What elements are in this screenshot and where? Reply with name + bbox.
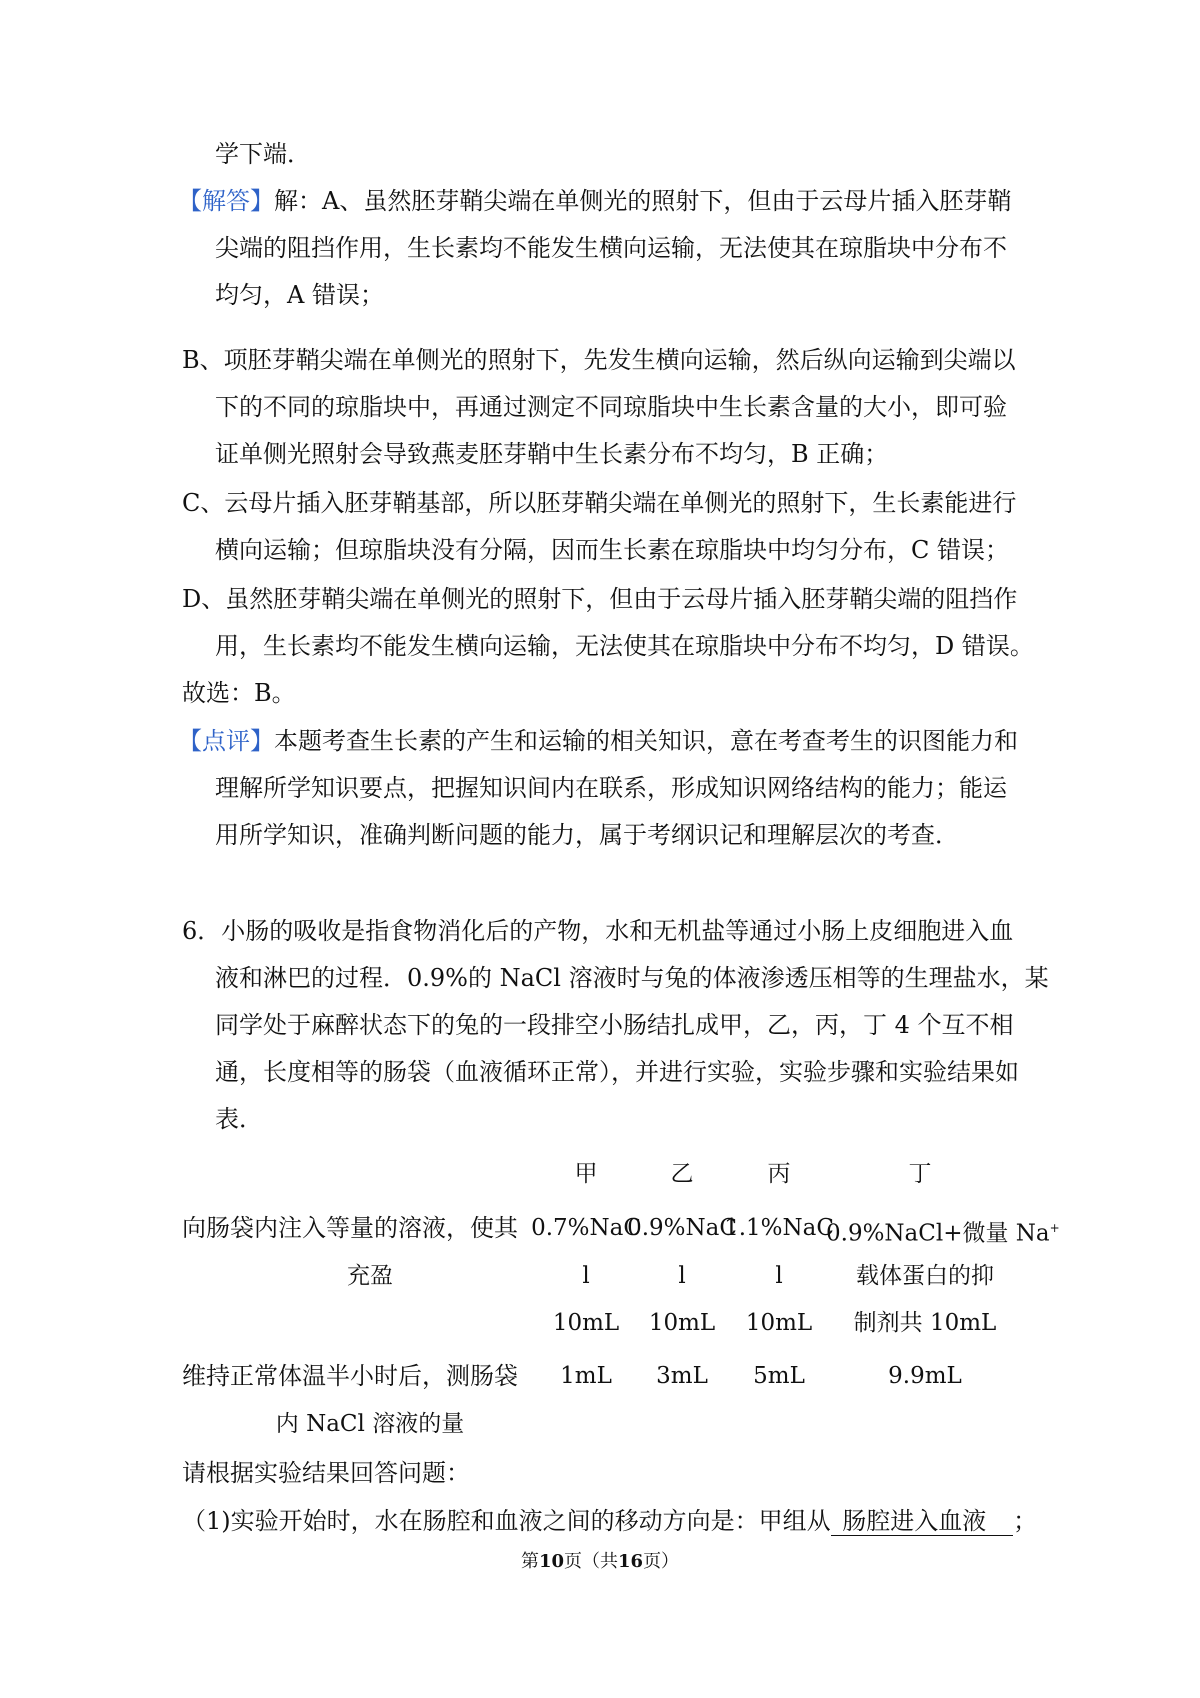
text-line: 本题考查生长素的产生和运输的相关知识，意在考查考生的识图能力和	[274, 727, 1018, 755]
answer-tag: 【解答】	[178, 187, 274, 215]
text-line: 尖端的阻挡作用，生长素均不能发生横向运输，无法使其在琼脂块中分布不	[215, 234, 1007, 262]
table-cell: 3mL	[656, 1363, 708, 1389]
table-cell: l	[678, 1263, 686, 1289]
page-number: 10	[538, 1551, 564, 1572]
total-pages: 16	[618, 1551, 644, 1572]
table-cell: 1.1%NaC	[724, 1215, 834, 1241]
text-line: 下的不同的琼脂块中，再通过测定不同琼脂块中生长素含量的大小，即可验	[215, 393, 1007, 421]
footer-text: 页（共	[564, 1551, 618, 1572]
prompt-line: 请根据实验结果回答问题：	[182, 1459, 470, 1487]
table-cell: 10mL	[648, 1310, 716, 1336]
footer-text: 页）	[643, 1551, 680, 1572]
text-line: 横向运输；但琼脂块没有分隔，因而生长素在琼脂块中均匀分布，C 错误；	[215, 536, 1009, 564]
row-label: 向肠袋内注入等量的溶液，使其	[182, 1214, 518, 1242]
table-cell: l	[582, 1263, 590, 1289]
table-cell: 载体蛋白的抑	[856, 1263, 994, 1289]
page-footer	[0, 1550, 1200, 1574]
table-header: 乙	[670, 1161, 694, 1187]
text-line: 用，生长素均不能发生横向运输，无法使其在琼脂块中分布不均匀，D 错误。	[215, 632, 1034, 660]
sub-question-suffix: ；	[1013, 1507, 1038, 1535]
comment-line	[178, 726, 1018, 756]
superscript: +	[1049, 1221, 1060, 1235]
answer-text: 肠腔进入血液	[842, 1507, 987, 1535]
table-cell: 0.9%NaC	[627, 1215, 737, 1241]
question-line: 通，长度相等的肠袋（血液循环正常），并进行实验，实验步骤和实验结果如	[215, 1058, 1019, 1086]
question-line: 表．	[215, 1105, 263, 1133]
option-b-line: B、项胚芽鞘尖端在单侧光的照射下，先发生横向运输，然后纵向运输到尖端以	[182, 346, 1016, 374]
table-cell: 制剂共 10mL	[853, 1310, 997, 1336]
row-label: 维持正常体温半小时后，测肠袋	[182, 1362, 518, 1390]
question-line: 6．小肠的吸收是指食物消化后的产物，水和无机盐等通过小肠上皮细胞进入血	[182, 917, 1014, 945]
table-cell: 5mL	[753, 1363, 805, 1389]
option-c-line: C、云母片插入胚芽鞘基部，所以胚芽鞘尖端在单侧光的照射下，生长素能进行	[182, 489, 1017, 517]
table-cell: 10mL	[745, 1310, 813, 1336]
sub-question-text: （1)实验开始时，水在肠腔和血液之间的移动方向是：甲组从	[182, 1507, 831, 1535]
table-header: 甲	[574, 1161, 598, 1187]
table-cell: 9.9mL	[888, 1363, 962, 1389]
answer-choice-line: 故选：B。	[182, 679, 296, 707]
table-cell	[826, 1213, 1060, 1249]
text-line: 用所学知识，准确判断问题的能力，属于考纲识记和理解层次的考查．	[215, 821, 959, 849]
answer-line	[178, 186, 1011, 216]
text-line: 均匀，A 错误；	[215, 281, 384, 309]
table-cell: 1mL	[560, 1363, 612, 1389]
row-label: 内 NaCl 溶液的量	[275, 1411, 465, 1437]
comment-tag: 【点评】	[178, 727, 274, 755]
text-line: 解：A、虽然胚芽鞘尖端在单侧光的照射下，但由于云母片插入胚芽鞘	[274, 187, 1012, 215]
footer-text: 第	[520, 1551, 539, 1572]
sub-question-1	[182, 1506, 1037, 1536]
table-cell: l	[775, 1263, 783, 1289]
text-line: 理解所学知识要点，把握知识间内在联系，形成知识网络结构的能力；能运	[215, 774, 1007, 802]
table-cell-text: 0.9%NaCl+微量 Na	[826, 1220, 1050, 1247]
table-header: 丁	[908, 1161, 932, 1187]
question-line: 液和淋巴的过程．0.9%的 NaCl 溶液时与兔的体液渗透压相等的生理盐水，某	[215, 964, 1049, 992]
option-d-line: D、虽然胚芽鞘尖端在单侧光的照射下，但由于云母片插入胚芽鞘尖端的阻挡作	[182, 585, 1018, 613]
text-line: 证单侧光照射会导致燕麦胚芽鞘中生长素分布不均匀，B 正确；	[215, 440, 889, 468]
table-cell: 0.7%NaC	[531, 1215, 641, 1241]
answer-blank	[831, 1507, 1014, 1536]
text-line: 学下端．	[215, 140, 311, 168]
table-cell: 10mL	[552, 1310, 620, 1336]
row-label: 充盈	[347, 1263, 393, 1289]
table-header: 丙	[767, 1161, 791, 1187]
question-line: 同学处于麻醉状态下的兔的一段排空小肠结扎成甲，乙，丙，丁 4 个互不相	[215, 1011, 1014, 1039]
